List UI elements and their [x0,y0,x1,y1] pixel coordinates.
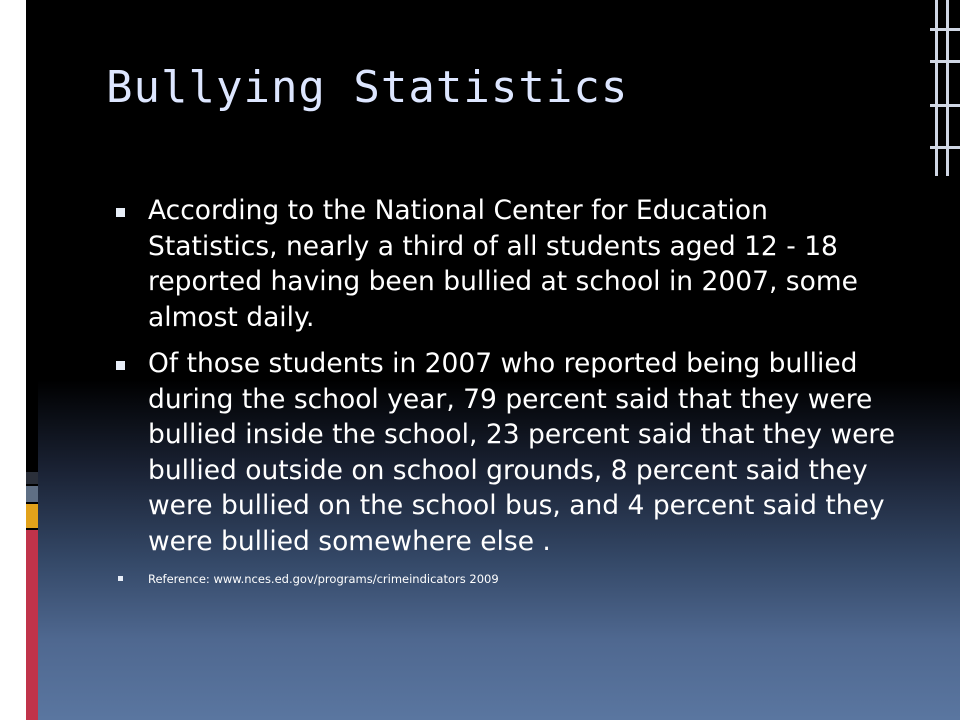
bullet-list [112,193,902,588]
accent-stripe-dark-1 [26,472,38,484]
square-bullet-icon [116,361,125,370]
window-frame-horizontal-4 [930,146,960,149]
bullet-text: According to the National Center for Education Statistics, nearly a third of all students aged 12 - 18 reported having been bullied at school in 2007, some almost daily. [148,195,858,333]
reference-item [112,570,902,588]
window-frame-vertical-2 [946,0,949,176]
slide-title: Bullying Statistics [106,62,629,113]
bullet-item [112,346,902,559]
reference-text: Reference: www.nces.ed.gov/programs/crimeindicators 2009 [148,572,499,586]
square-bullet-icon [118,576,123,581]
bullet-text: Of those students in 2007 who reported being bullied during the school year, 79 percent said that they were bullied inside the school, 23 percent said that they were bullied outside on school grounds, 8 percent said they were bullied on the school bus, and 4 percent said they were bullied somewhere else . [148,348,895,557]
accent-stripe-gray-block [26,486,38,502]
accent-stripe-red-block [26,530,38,720]
bullet-item [112,193,902,335]
window-frame-horizontal [930,28,960,31]
accent-stripe-white-edge [0,0,26,720]
accent-stripe-gold-block [26,504,38,528]
window-frame-horizontal-3 [930,104,960,107]
square-bullet-icon [116,208,125,217]
window-frame-vertical [935,0,938,176]
window-frame-horizontal-2 [930,60,960,63]
